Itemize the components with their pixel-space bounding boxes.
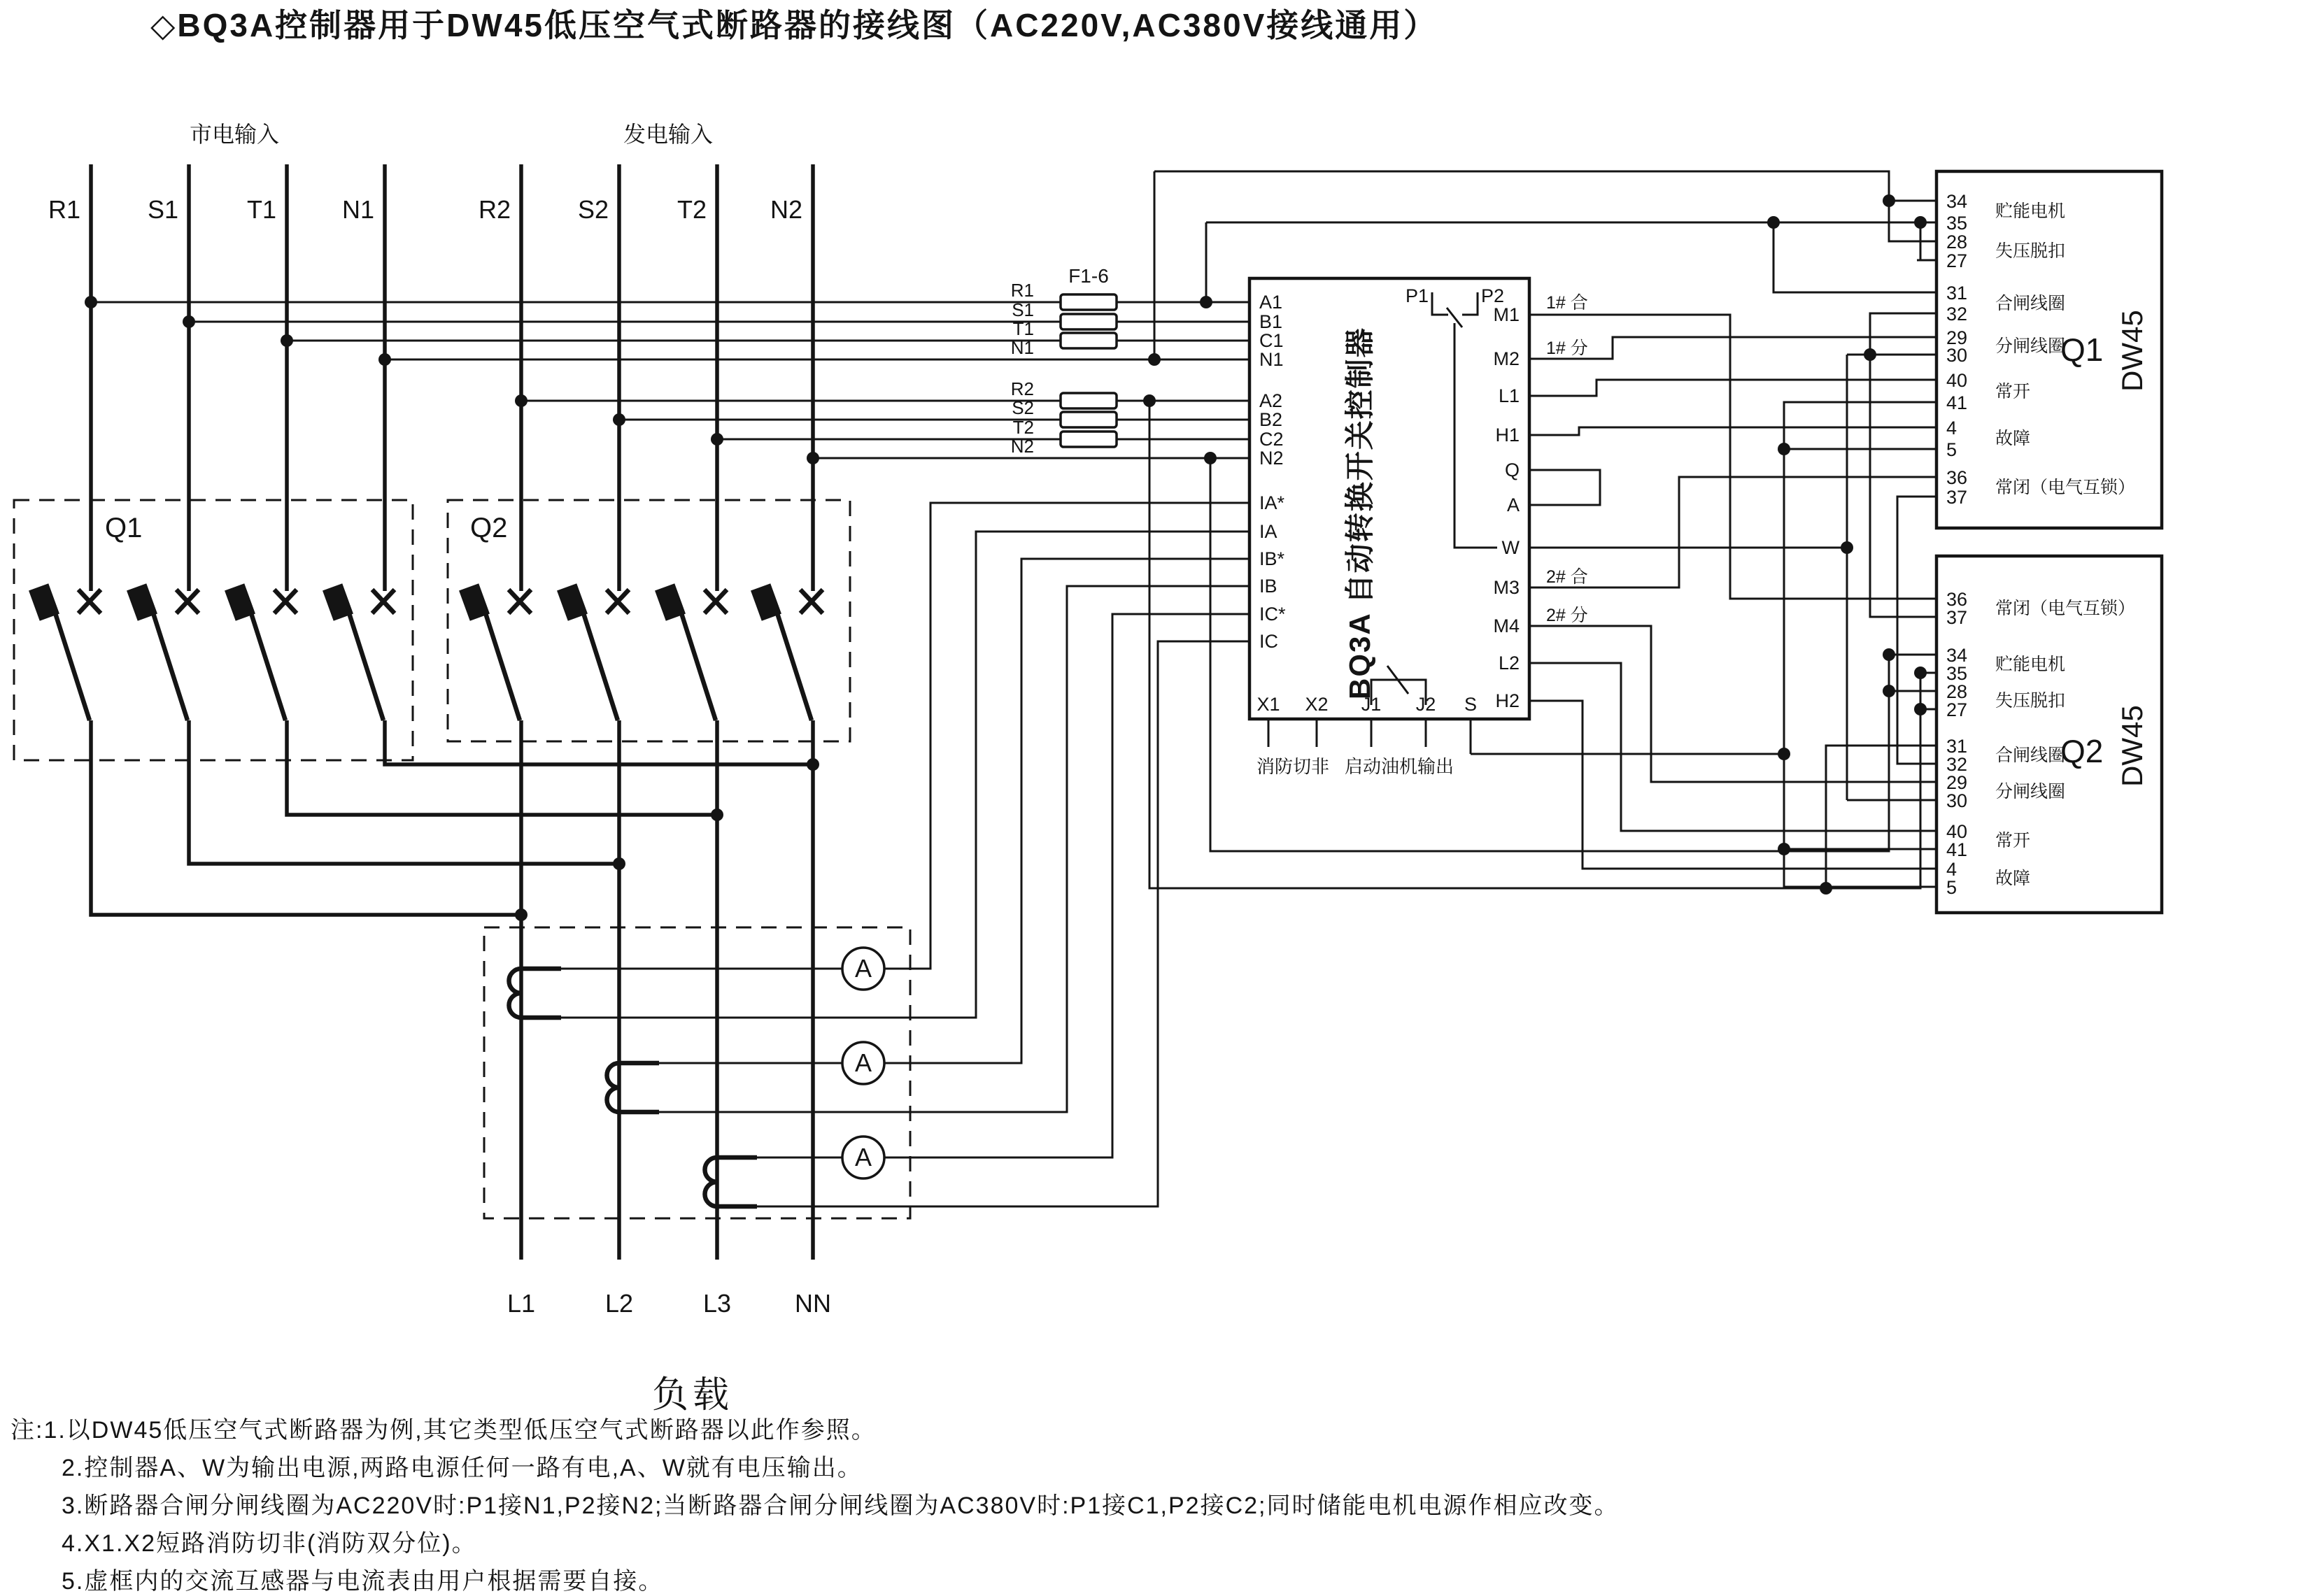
q1-group-label: 失压脱扣: [1995, 241, 2066, 261]
q2-term: 36: [1946, 589, 1968, 610]
q1-group-label: 故障: [1995, 429, 2031, 448]
out-label-2-close: 2# 合: [1546, 567, 1588, 587]
pin-m3: M3: [1493, 577, 1520, 598]
genset-start-label: 启动油机输出: [1344, 756, 1454, 777]
q2-term: 41: [1946, 839, 1968, 860]
pin-ib: IB: [1259, 576, 1277, 597]
pin-ia-star: IA*: [1259, 492, 1285, 513]
fuse-wire-label: S1: [1012, 299, 1034, 320]
bus-label-s1: S1: [147, 195, 178, 224]
q1-term: 28: [1946, 231, 1968, 252]
q1-term: 32: [1946, 304, 1968, 325]
q2-term: 34: [1946, 645, 1968, 666]
note-line: 4.X1.X2短路消防切非(消防双分位)。: [62, 1530, 477, 1557]
q2-term: 35: [1946, 663, 1968, 684]
load-label-l2: L2: [604, 1289, 634, 1318]
q2-term: 31: [1946, 736, 1968, 757]
q2-term: 29: [1946, 772, 1968, 793]
pin-b1: B1: [1259, 311, 1283, 332]
fuse-icon: [1061, 314, 1117, 329]
pin-w: W: [1501, 537, 1520, 558]
q1-term: 36: [1946, 467, 1968, 488]
q2-group-label: 常闭（电气互锁）: [1995, 599, 2136, 618]
out-label-2-open: 2# 分: [1546, 606, 1588, 625]
pin-h1: H1: [1495, 425, 1520, 446]
q2-group-label: 合闸线圈: [1995, 746, 2066, 765]
pin-ib-star: IB*: [1259, 548, 1285, 569]
bus-label-t2: T2: [677, 195, 707, 224]
bus-label-r1: R1: [48, 195, 80, 224]
pin-p1: P1: [1405, 285, 1429, 306]
page-title: ◇BQ3A控制器用于DW45低压空气式断路器的接线图（AC220V,AC380V接线通用）: [150, 7, 1438, 43]
pin-c2: C2: [1259, 429, 1284, 450]
q1-group-label: 常开: [1995, 382, 2031, 401]
pin-h2: H2: [1495, 690, 1520, 711]
pin-m1: M1: [1493, 304, 1520, 325]
ammeter-letter: A: [854, 954, 872, 983]
pin-ic-star: IC*: [1259, 604, 1286, 625]
pin-ic: IC: [1259, 631, 1278, 652]
q2-term: 28: [1946, 681, 1968, 702]
load-label-l3: L3: [702, 1289, 732, 1318]
q2-term: 30: [1946, 790, 1968, 811]
fuse-wire-label: N2: [1010, 436, 1034, 457]
q1-term: 35: [1946, 213, 1968, 234]
q1-term: 4: [1946, 418, 1957, 439]
q2-term: 27: [1946, 699, 1968, 720]
bus-label-n1: N1: [341, 195, 374, 224]
pin-x1: X1: [1256, 694, 1280, 715]
pin-n1: N1: [1259, 349, 1284, 370]
q1-term: 29: [1946, 327, 1968, 348]
pin-j1: J1: [1361, 694, 1382, 715]
pin-p2: P2: [1481, 285, 1505, 306]
bus-label-t1: T1: [246, 195, 276, 224]
fuse-icon: [1061, 393, 1117, 408]
pin-c1: C1: [1259, 330, 1284, 351]
fuse-icon: [1061, 294, 1117, 310]
fuse-wire-label: S2: [1012, 397, 1034, 418]
fuse-wire-label: R1: [1010, 280, 1034, 301]
q1-group-label: 贮能电机: [1995, 201, 2066, 221]
mains-input-label: 市电输入: [189, 122, 280, 147]
q2-group-label: 贮能电机: [1995, 655, 2066, 674]
fuse-icon: [1061, 412, 1117, 427]
q2-term: 5: [1946, 877, 1957, 898]
fire-cutoff-label: 消防切非: [1256, 756, 1330, 777]
breaker-q1-label: Q1: [105, 513, 143, 543]
bus-label-r2: R2: [478, 195, 511, 224]
q2-group-label: 失压脱扣: [1995, 691, 2066, 711]
q2-group-label: 分闸线圈: [1995, 782, 2066, 801]
fuse-wire-label: T2: [1012, 417, 1034, 438]
q1-term: 34: [1946, 191, 1968, 212]
breaker-q2-label: Q2: [470, 513, 508, 543]
q1-term: 30: [1946, 345, 1968, 366]
pin-l1: L1: [1498, 385, 1520, 406]
pin-s: S: [1464, 694, 1478, 715]
controller-vertical-name: BQ3A 自动转换开关控制器: [1343, 327, 1376, 699]
fuse-wire-label: T1: [1012, 318, 1034, 339]
pin-a1: A1: [1259, 292, 1283, 313]
pin-q: Q: [1504, 459, 1520, 480]
q2-group-label: 故障: [1995, 869, 2031, 888]
q2-term: 37: [1946, 607, 1968, 628]
q2-term: 32: [1946, 754, 1968, 775]
note-line: 2.控制器A、W为输出电源,两路电源任何一路有电,A、W就有电压输出。: [62, 1455, 863, 1481]
ammeter-letter: A: [854, 1143, 872, 1171]
pin-m2: M2: [1493, 348, 1520, 369]
pin-j2: J2: [1415, 694, 1436, 715]
q1-term: 37: [1946, 487, 1968, 508]
bus-label-n2: N2: [770, 195, 802, 224]
q1-term: 5: [1946, 439, 1957, 460]
q1-term: 40: [1946, 370, 1968, 391]
pin-n2: N2: [1259, 448, 1284, 469]
note-line: 5.虚框内的交流互感器与电流表由用户根据需要自接。: [62, 1568, 664, 1595]
pin-b2: B2: [1259, 409, 1283, 430]
gen-input-label: 发电输入: [623, 122, 714, 147]
ammeter-letter: A: [854, 1048, 872, 1077]
q1-name: Q1: [2060, 332, 2104, 368]
note-line: 注:1.以DW45低压空气式断路器为例,其它类型低压空气式断路器以此作参照。: [10, 1417, 877, 1444]
q1-term: 27: [1946, 250, 1968, 271]
fuse-group-label: F1-6: [1068, 265, 1109, 287]
fuse-wire-label: R2: [1010, 378, 1034, 399]
q2-group-label: 常开: [1995, 831, 2031, 850]
q2-name: Q2: [2060, 733, 2104, 769]
q1-term: 31: [1946, 283, 1968, 304]
q1-model: DW45: [2116, 310, 2148, 392]
note-line: 3.断路器合闸分闸线圈为AC220V时:P1接N1,P2接N2;当断路器合闸分闸线圈为AC380V时:P1接C1,P2接C2;同时储能电机电源作相应改变。: [62, 1492, 1620, 1519]
fuse-icon: [1061, 333, 1117, 348]
pin-l2: L2: [1498, 653, 1520, 674]
q1-group-label: 合闸线圈: [1995, 294, 2066, 313]
fuse-icon: [1061, 432, 1117, 447]
q2-model: DW45: [2116, 705, 2148, 787]
q1-group-label: 分闸线圈: [1995, 336, 2066, 356]
out-label-1-close: 1# 合: [1546, 293, 1588, 313]
pin-m4: M4: [1493, 615, 1520, 636]
q1-group-label: 常闭（电气互锁）: [1995, 478, 2136, 497]
out-label-1-open: 1# 分: [1546, 339, 1588, 358]
pin-a: A: [1506, 494, 1520, 515]
q1-term: 41: [1946, 392, 1968, 413]
q2-term: 4: [1946, 859, 1957, 880]
pin-x2: X2: [1305, 694, 1329, 715]
load-title: 负载: [651, 1375, 734, 1416]
pin-ia: IA: [1259, 521, 1277, 542]
load-label-l1: L1: [507, 1289, 536, 1318]
pin-a2: A2: [1259, 390, 1283, 411]
bus-label-s2: S2: [577, 195, 609, 224]
load-label-nn: NN: [795, 1289, 831, 1318]
fuse-wire-label: N1: [1010, 337, 1034, 358]
q2-term: 40: [1946, 821, 1968, 842]
